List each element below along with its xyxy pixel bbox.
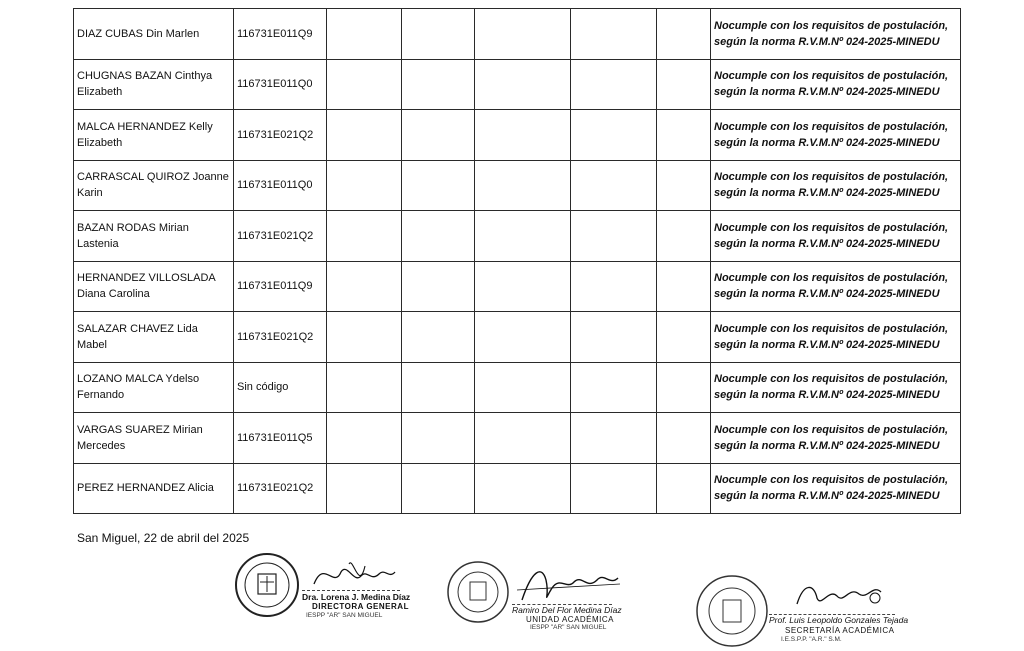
signer-name: Dra. Lorena J. Medina Díaz [302,592,411,602]
empty-score-cell [475,211,571,262]
empty-score-cell [657,59,711,110]
empty-score-cell [402,160,475,211]
official-seal-icon [446,560,510,624]
table-row [74,110,961,161]
table-row [74,160,961,211]
applicant-name-cell: VARGAS SUAREZ Mirian Mercedes [74,413,234,464]
table-row [74,211,961,262]
signature-block-academic-unit [446,560,636,630]
observation-cell: Nocumple con los requisitos de postulación, según la norma R.V.M.Nº 024-2025-MINEDU [711,413,961,464]
applicant-name-cell: SALAZAR CHAVEZ Lida Mabel [74,312,234,363]
empty-score-cell [475,362,571,413]
table-row [74,413,961,464]
modular-code-cell: 116731E011Q9 [234,9,327,60]
table-row [74,9,961,60]
empty-score-cell [657,261,711,312]
empty-score-cell [402,211,475,262]
signer-role: SECRETARÍA ACADÉMICA [785,626,895,635]
official-seal-icon [234,552,300,618]
table-row [74,362,961,413]
table-row [74,463,961,514]
empty-score-cell [571,463,657,514]
empty-score-cell [475,261,571,312]
table-row [74,261,961,312]
results-table [73,8,961,514]
signer-name: Prof. Luis Leopoldo Gonzales Tejada [769,615,909,625]
handwritten-signature [789,574,899,614]
empty-score-cell [327,59,402,110]
empty-score-cell [327,261,402,312]
table-row [74,59,961,110]
observation-cell: Nocumple con los requisitos de postulación, según la norma R.V.M.Nº 024-2025-MINEDU [711,59,961,110]
empty-score-cell [571,160,657,211]
empty-score-cell [475,9,571,60]
empty-score-cell [657,312,711,363]
empty-score-cell [657,160,711,211]
empty-score-cell [402,59,475,110]
empty-score-cell [327,413,402,464]
place-date: San Miguel, 22 de abril del 2025 [77,531,250,545]
modular-code-cell: 116731E021Q2 [234,211,327,262]
empty-score-cell [327,362,402,413]
empty-score-cell [402,362,475,413]
empty-score-cell [475,110,571,161]
observation-cell: Nocumple con los requisitos de postulación, según la norma R.V.M.Nº 024-2025-MINEDU [711,362,961,413]
observation-cell: Nocumple con los requisitos de postulación, según la norma R.V.M.Nº 024-2025-MINEDU [711,9,961,60]
applicant-name-cell: MALCA HERNANDEZ Kelly Elizabeth [74,110,234,161]
applicant-name-cell: LOZANO MALCA Ydelso Fernando [74,362,234,413]
empty-score-cell [571,110,657,161]
modular-code-cell: 116731E011Q5 [234,413,327,464]
applicant-name-cell: BAZAN RODAS Mirian Lastenia [74,211,234,262]
empty-score-cell [402,110,475,161]
empty-score-cell [402,261,475,312]
modular-code-cell: 116731E021Q2 [234,463,327,514]
empty-score-cell [657,211,711,262]
observation-cell: Nocumple con los requisitos de postulación, según la norma R.V.M.Nº 024-2025-MINEDU [711,110,961,161]
empty-score-cell [571,59,657,110]
applicant-name-cell: CARRASCAL QUIROZ Joanne Karin [74,160,234,211]
empty-score-cell [571,312,657,363]
modular-code-cell: 116731E021Q2 [234,110,327,161]
empty-score-cell [402,9,475,60]
empty-score-cell [571,413,657,464]
empty-score-cell [657,413,711,464]
empty-score-cell [657,110,711,161]
applicant-name-cell: PEREZ HERNANDEZ Alicia [74,463,234,514]
modular-code-cell: Sin código [234,362,327,413]
modular-code-cell: 116731E011Q9 [234,261,327,312]
empty-score-cell [571,9,657,60]
empty-score-cell [402,413,475,464]
empty-score-cell [475,59,571,110]
table-row [74,312,961,363]
signer-name: Ramiro Del Flor Medina Díaz [512,605,622,615]
empty-score-cell [571,362,657,413]
empty-score-cell [657,463,711,514]
modular-code-cell: 116731E021Q2 [234,312,327,363]
empty-score-cell [475,463,571,514]
applicant-name-cell: CHUGNAS BAZAN Cinthya Elizabeth [74,59,234,110]
modular-code-cell: 116731E011Q0 [234,160,327,211]
empty-score-cell [327,211,402,262]
empty-score-cell [475,312,571,363]
signer-role: DIRECTORA GENERAL [312,602,409,611]
empty-score-cell [327,9,402,60]
signature-block-director [234,552,411,622]
empty-score-cell [327,463,402,514]
observation-cell: Nocumple con los requisitos de postulación, según la norma R.V.M.Nº 024-2025-MINEDU [711,463,961,514]
signer-institution: I.E.S.P.P. "A.R." S.M. [781,636,842,643]
signer-institution: IESPP "AR" SAN MIGUEL [530,624,607,631]
empty-score-cell [475,160,571,211]
observation-cell: Nocumple con los requisitos de postulación, según la norma R.V.M.Nº 024-2025-MINEDU [711,261,961,312]
empty-score-cell [571,211,657,262]
signer-role: UNIDAD ACADÉMICA [526,615,615,624]
handwritten-signature [309,554,399,594]
empty-score-cell [475,413,571,464]
observation-cell: Nocumple con los requisitos de postulación, según la norma R.V.M.Nº 024-2025-MINEDU [711,312,961,363]
observation-cell: Nocumple con los requisitos de postulación, según la norma R.V.M.Nº 024-2025-MINEDU [711,211,961,262]
official-seal-icon [695,574,769,648]
applicant-name-cell: HERNANDEZ VILLOSLADA Diana Carolina [74,261,234,312]
empty-score-cell [402,463,475,514]
applicant-name-cell: DIAZ CUBAS Din Marlen [74,9,234,60]
empty-score-cell [327,160,402,211]
empty-score-cell [657,9,711,60]
empty-score-cell [327,110,402,161]
signature-block-secretary [695,574,909,650]
empty-score-cell [402,312,475,363]
modular-code-cell: 116731E011Q0 [234,59,327,110]
empty-score-cell [571,261,657,312]
empty-score-cell [327,312,402,363]
handwritten-signature [512,560,622,605]
observation-cell: Nocumple con los requisitos de postulación, según la norma R.V.M.Nº 024-2025-MINEDU [711,160,961,211]
signer-institution: IESPP "AR" SAN MIGUEL [306,612,383,619]
empty-score-cell [657,362,711,413]
